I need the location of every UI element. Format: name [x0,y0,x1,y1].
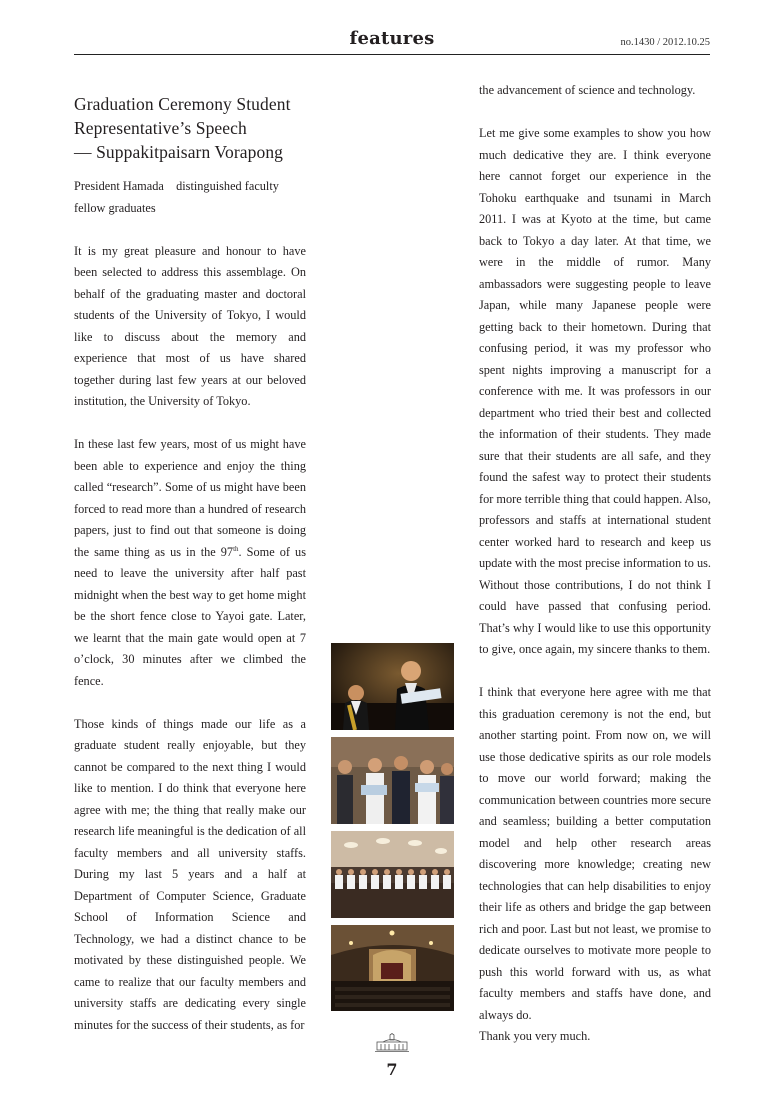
photo-choir-balcony [331,831,454,918]
paragraph-3-continued: the advancement of science and technology. [479,83,696,97]
salutation-line-1: President Hamada distinguished faculty [74,179,279,193]
paragraph-2 [74,434,306,692]
page-number: 7 [386,1060,398,1079]
title-line-1: Graduation Ceremony Student [74,94,291,114]
header-rule [74,54,710,55]
section-title: features [349,28,435,49]
photo-auditorium-hall [331,925,454,1011]
photo-speaker-podium [331,643,454,730]
paragraph-5: I think that everyone here agree with me that this graduation ceremony is not the end, but another starting point. From now on, we will use those dedicative spirits as our role models to move our world forward; making the communication between countries more secure and seamless; building a better computation model and help other research areas discovering more knowledge; creating new technologies that can help disabilities to enjoy their life as others and bridge the gap between rich and poor. Last but not least, we promise to dedicate ourselves to motivate more people to push this world forward with us, as what faculty members and staffs have done, and always do. [479,685,711,1022]
salutation-line-2: fellow graduates [74,200,156,215]
title-line-3: — Suppakitpaisarn Vorapong [74,142,284,162]
salutation [74,176,306,219]
paragraph-1: It is my great pleasure and honour to have been selected to address this assemblage. On behalf of the graduating master and doctoral students of the University of Tokyo, I would like to discuss about the memory and experience that most of us have shared together during last few years at our beloved institution, the University of Tokyo. [74,243,306,408]
paragraph-2-text-b: . Some of us need to leave the university after half past midnight when the best way to get home might be the short fence close to Yayoi gate. Later, we learnt that the main gate would open at 7 o’clock, 30 minutes after we climbed the fence. [74,544,306,688]
issue-info: no.1430 / 2012.10.25 [620,37,710,48]
ordinal-superscript: th [233,544,239,553]
article-title [74,92,306,164]
paragraph-4: Let me give some examples to show you how much dedicative they are. I think everyone here cannot forget our experience in the Tohoku earthquake and tsunami in March 2011. I was at Kyoto at the time, but came back to Tokyo a day later. At that time, we were in the middle of rumor. Many ambassadors were suggesting people to leave Japan, while many Japanese people were getting back to their hometown. During that confusing period, it was my professor who spent nights improving a manuscript for a conference with me. It was professors in our department who tried their best and collected the information of their students. They made sure that their students are all safe, and they found the safest way to protect their students for more terrible thing that could happen. Also, professors and staffs at international student center worked hard to research and keep us update with the most precise information to us. Without those contributions, I do not think I could have passed that confusing period. That’s why I would like to use this opportunity to give, once again, my sincere thanks to them. [479,126,711,656]
page-footer [370,1033,414,1079]
paragraph-2-text-a: In these last few years, most of us might have been able to experience and enjoy the thing called “research”. Some of us might have been forced to read more than a hundred of research papers, just to find out that someone is doing the same thing as us in the 97 [74,437,306,559]
article-right-column [479,80,711,1069]
yasuda-auditorium-icon [373,1040,411,1057]
page-header [74,28,710,56]
article-left-column [74,92,306,1058]
closing-line: Thank you very much. [479,1029,591,1043]
paragraph-3: Those kinds of things made our life as a graduate student really enjoyable, but they cannot be compared to the next thing I would like to mention. I do think that everyone here agree with me; the thing that really make our research life meaningful is the dedication of all faculty members and all university staffs. During my last 5 years and a half at Department of Computer Science, Graduate School of Information Science and Technology, we had a distinct chance to be motivated by these distinguished people. We came to realize that our faculty members and university staffs are dedicating every single minutes for the success of their students, as for [74,716,306,1032]
photo-graduates-singing [331,737,454,824]
title-line-2: Representative’s Speech [74,118,247,138]
